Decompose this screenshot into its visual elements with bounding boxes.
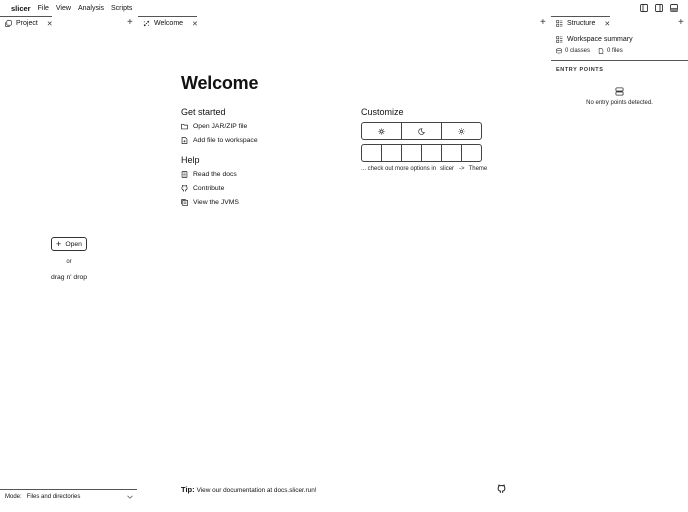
toggle-left-panel-icon[interactable]: [640, 4, 648, 12]
light-theme-icon: [458, 128, 465, 135]
layout-toggles: [640, 4, 678, 12]
add-left-tab-button[interactable]: +: [127, 17, 133, 28]
menu-scripts[interactable]: Scripts: [111, 4, 133, 12]
structure-icon: [556, 36, 563, 43]
accent-color-swatches: [361, 144, 482, 162]
app-brand[interactable]: slicer: [11, 3, 31, 13]
open-jar-zip-label: Open JAR/ZIP file: [193, 122, 248, 130]
hint-app-menu: slicer: [440, 166, 455, 172]
theme-dark-button[interactable]: [402, 123, 442, 139]
spec-icon: [181, 199, 188, 206]
summary-divider: [551, 60, 688, 61]
entry-points-heading: ENTRY POINTS: [556, 67, 604, 73]
tip-text: View our documentation at docs.slicer.run!: [196, 487, 317, 494]
system-theme-icon: [378, 128, 385, 135]
contribute-link[interactable]: [181, 181, 239, 195]
read-docs-link[interactable]: [181, 167, 239, 181]
plus-icon: +: [56, 238, 62, 249]
mode-value: Files and directories: [26, 494, 81, 500]
class-icon: [556, 48, 562, 54]
mode-select[interactable]: [5, 492, 133, 502]
menu-view[interactable]: View: [55, 4, 71, 12]
theme-light-button[interactable]: [442, 123, 481, 139]
folder-icon: [181, 123, 188, 130]
tip-label: Tip:: [181, 485, 195, 494]
menubar: [0, 0, 688, 16]
accent-swatch-3[interactable]: [402, 145, 422, 161]
menu-file[interactable]: File: [37, 4, 49, 12]
class-count: 0 classes: [565, 48, 591, 54]
toggle-bottom-panel-icon[interactable]: [670, 4, 678, 12]
add-file-label: Add file to workspace: [193, 136, 258, 144]
accent-swatch-4[interactable]: [422, 145, 442, 161]
tab-structure-label: Structure: [567, 20, 596, 27]
file-add-icon: [181, 137, 188, 144]
file-count: 0 files: [607, 48, 623, 54]
hint-arrow: ->: [459, 166, 465, 172]
add-right-tab-button[interactable]: +: [678, 17, 684, 28]
page-title: Welcome: [181, 73, 259, 93]
accent-swatch-1[interactable]: [362, 145, 382, 161]
add-file-link[interactable]: [181, 133, 258, 147]
read-docs-label: Read the docs: [193, 170, 237, 178]
tab-project[interactable]: [5, 16, 53, 31]
theme-system-button[interactable]: [362, 123, 402, 139]
workspace-stats: [556, 48, 623, 54]
workspace-summary-title: Workspace summary: [567, 36, 633, 43]
or-label: or: [66, 259, 72, 265]
empty-list-icon: [615, 87, 624, 96]
mode-divider: [0, 489, 137, 490]
mode-label: Mode:: [5, 494, 22, 500]
tab-project-label: Project: [16, 20, 38, 27]
github-icon[interactable]: [497, 484, 506, 494]
menu-analysis[interactable]: Analysis: [77, 4, 105, 12]
theme-mode-selector: [361, 122, 482, 140]
tab-structure[interactable]: [556, 16, 610, 31]
tab-welcome[interactable]: [143, 16, 198, 31]
drag-drop-label: drag n' drop: [50, 274, 88, 281]
dark-theme-icon: [418, 128, 425, 135]
tip-bar: [181, 485, 317, 494]
empty-entry-points-message: No entry points detected.: [586, 100, 653, 106]
close-icon[interactable]: ✕: [46, 20, 53, 28]
close-icon[interactable]: ✕: [192, 20, 198, 28]
open-button-label: Open: [65, 240, 82, 248]
tab-welcome-label: Welcome: [154, 20, 184, 27]
github-icon: [181, 185, 188, 192]
accent-swatch-5[interactable]: [442, 145, 462, 161]
customize-hint: [361, 166, 487, 172]
chevron-down-icon: [127, 495, 133, 499]
accent-swatch-6[interactable]: [462, 145, 481, 161]
open-jar-zip-link[interactable]: [181, 119, 258, 133]
accent-swatch-2[interactable]: [382, 145, 402, 161]
structure-icon: [556, 20, 563, 27]
close-icon[interactable]: ✕: [604, 20, 611, 28]
workspace-summary-header: [556, 36, 633, 43]
open-button[interactable]: [51, 237, 87, 251]
toggle-right-panel-icon[interactable]: [655, 4, 663, 12]
welcome-icon: [143, 20, 150, 27]
view-jvms-link[interactable]: [181, 195, 239, 209]
get-started-heading: Get started: [181, 107, 226, 117]
book-icon: [181, 171, 188, 178]
customize-heading: Customize: [361, 107, 404, 117]
file-icon: [598, 48, 604, 54]
project-icon: [5, 20, 12, 27]
contribute-label: Contribute: [193, 184, 225, 192]
view-jvms-label: View the JVMS: [193, 198, 239, 206]
add-center-tab-button[interactable]: +: [540, 17, 546, 28]
hint-theme-target: Theme: [468, 166, 488, 172]
help-heading: Help: [181, 155, 200, 165]
hint-prefix: ... check out more options in: [361, 166, 437, 172]
